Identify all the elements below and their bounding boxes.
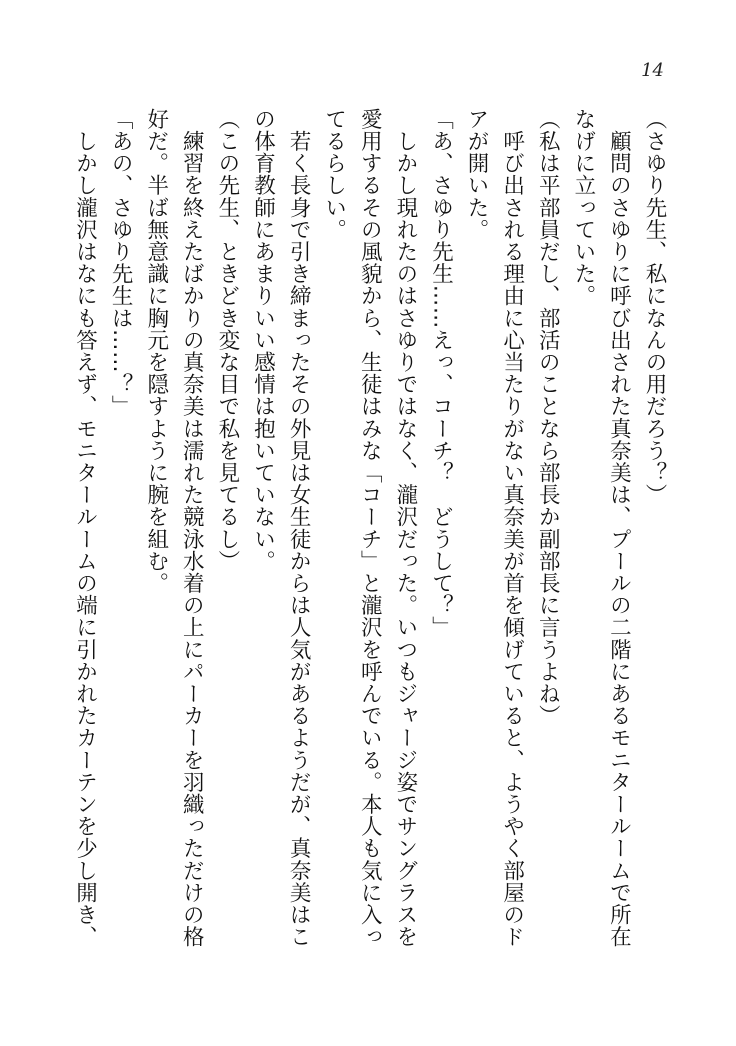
text-line: しかし現れたのはさゆりではなく、瀧沢だった。いつもジャージ姿でサングラスを (392, 108, 418, 948)
text-line: （私は平部員だし、部活のことなら部長か副部長に言うよね） (535, 108, 561, 727)
text-line: 若く長身で引き締まったその外見は女生徒からは人気があるようだが、真奈美はこ (286, 108, 312, 948)
text-line: 好だ。半ば無意識に胸元を隠すように腕を組む。 (143, 108, 169, 595)
text-line: 呼び出される理由に心当たりがない真奈美が首を傾げていると、ようやく部屋のド (499, 108, 525, 948)
text-line: 「あ、さゆり先生……えっ、コーチ？ どうして？」 (428, 108, 454, 639)
vertical-text-block (67, 108, 672, 948)
text-line: てるらしい。 (321, 108, 347, 241)
text-line: なげに立っていた。 (570, 108, 596, 307)
text-line: （この先生、ときどき変な目で私を見てるし） (214, 108, 240, 573)
text-line: 練習を終えたばかりの真奈美は濡れた競泳水着の上にパーカーを羽織っただけの格 (179, 108, 205, 948)
text-line: アが開いた。 (464, 108, 490, 241)
text-line: （さゆり先生、私になんの用だろう？） (642, 108, 667, 506)
text-line: 愛用するその風貌から、生徒はみな「コーチ」と瀧沢を呼んでいる。本人も気に入っ (357, 108, 383, 948)
text-line: 顧問のさゆりに呼び出された真奈美は、プールの二階にあるモニタールームで所在 (606, 108, 632, 948)
page-number: 14 (641, 60, 664, 81)
text-line: 「あの、さゆり先生は……？」 (108, 108, 134, 418)
text-line: しかし瀧沢はなにも答えず、モニタールームの端に引かれたカーテンを少し開き、 (72, 108, 98, 948)
text-line: の体育教師にあまりいい感情は抱いていない。 (250, 108, 276, 573)
